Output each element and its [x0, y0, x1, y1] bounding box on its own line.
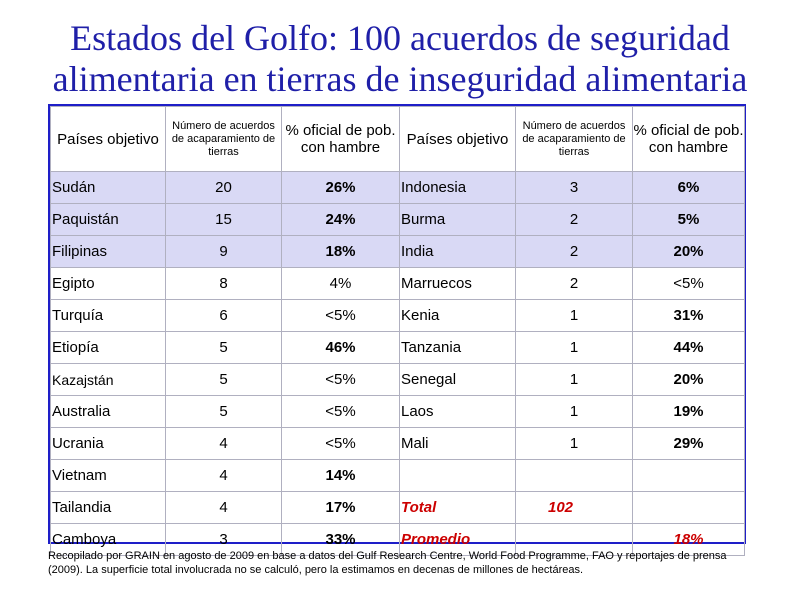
count-cell: 8 — [166, 268, 282, 300]
pct-cell: 29% — [633, 428, 745, 460]
pct-cell: <5% — [282, 364, 400, 396]
country-cell: Kazajstán — [51, 364, 166, 396]
country-cell: Vietnam — [51, 460, 166, 492]
country-cell: Indonesia — [400, 172, 516, 204]
country-cell: India — [400, 236, 516, 268]
header-hunger-pct-right: % oficial de pob. con hambre — [633, 107, 745, 172]
count-cell: 15 — [166, 204, 282, 236]
pct-cell: 5% — [633, 204, 745, 236]
count-cell: 1 — [516, 300, 633, 332]
count-cell: 1 — [516, 396, 633, 428]
country-cell: Etiopía — [51, 332, 166, 364]
count-cell: 4 — [166, 492, 282, 524]
pct-cell: 33% — [282, 524, 400, 556]
pct-cell: 20% — [633, 364, 745, 396]
country-cell: Kenia — [400, 300, 516, 332]
pct-cell — [633, 492, 745, 524]
table-row — [51, 236, 745, 268]
title-line-2: alimentaria en tierras de inseguridad alimentaria — [52, 59, 748, 99]
header-agreements-right: Número de acuerdos de acaparamiento de tierras — [516, 107, 633, 172]
pct-cell: 14% — [282, 460, 400, 492]
source-footnote: Recopilado por GRAIN en agosto de 2009 en base a datos del Gulf Research Centre, World Food Programme, FAO y reportajes de prensa (2009). La superficie total involucrada no se calculó, pero la estimamos en decenas de millones de hectáreas. — [48, 550, 727, 576]
count-cell: 2 — [516, 268, 633, 300]
country-cell: Camboya — [51, 524, 166, 556]
table-row — [51, 332, 745, 364]
count-cell: 5 — [166, 396, 282, 428]
table-row — [51, 204, 745, 236]
country-cell: Laos — [400, 396, 516, 428]
title-line-1: Estados del Golfo: 100 acuerdos de seguridad — [70, 18, 730, 58]
pct-cell — [633, 460, 745, 492]
count-cell: 2 — [516, 204, 633, 236]
average-value: 18% — [633, 524, 745, 556]
table-row — [51, 172, 745, 204]
pct-cell: <5% — [282, 428, 400, 460]
count-cell: 4 — [166, 428, 282, 460]
count-cell: 1 — [516, 364, 633, 396]
count-cell: 9 — [166, 236, 282, 268]
table-row — [51, 428, 745, 460]
slide-title — [0, 18, 800, 100]
pct-cell: 17% — [282, 492, 400, 524]
header-hunger-pct-left: % oficial de pob. con hambre — [282, 107, 400, 172]
header-countries-right: Países objetivo — [400, 107, 516, 172]
table-row — [51, 268, 745, 300]
table-row — [51, 300, 745, 332]
pct-cell: <5% — [633, 268, 745, 300]
country-cell: Tanzania — [400, 332, 516, 364]
country-cell: Egipto — [51, 268, 166, 300]
count-cell: 5 — [166, 364, 282, 396]
table-row — [51, 460, 745, 492]
pct-cell: 19% — [633, 396, 745, 428]
pct-cell: 46% — [282, 332, 400, 364]
header-countries-left: Países objetivo — [51, 107, 166, 172]
table-row — [51, 364, 745, 396]
pct-cell: <5% — [282, 396, 400, 428]
table-row — [51, 396, 745, 428]
pct-cell: 31% — [633, 300, 745, 332]
country-cell: Tailandia — [51, 492, 166, 524]
count-cell: 1 — [516, 428, 633, 460]
count-cell: 4 — [166, 460, 282, 492]
count-cell: 3 — [516, 172, 633, 204]
country-cell: Filipinas — [51, 236, 166, 268]
pct-cell: <5% — [282, 300, 400, 332]
country-cell: Turquía — [51, 300, 166, 332]
country-cell — [400, 460, 516, 492]
table-row — [51, 492, 745, 524]
header-agreements-left: Número de acuerdos de acaparamiento de tierras — [166, 107, 282, 172]
pct-cell: 4% — [282, 268, 400, 300]
count-cell: 1 — [516, 332, 633, 364]
country-cell: Paquistán — [51, 204, 166, 236]
total-label: Total — [400, 492, 516, 524]
country-cell: Senegal — [400, 364, 516, 396]
table-header-row — [51, 107, 745, 172]
count-cell: 3 — [166, 524, 282, 556]
country-cell: Mali — [400, 428, 516, 460]
country-cell: Australia — [51, 396, 166, 428]
count-cell: 5 — [166, 332, 282, 364]
total-value: 102 — [516, 492, 633, 524]
country-cell: Sudán — [51, 172, 166, 204]
data-table — [48, 104, 746, 548]
pct-cell: 24% — [282, 204, 400, 236]
count-cell: 6 — [166, 300, 282, 332]
country-cell: Ucrania — [51, 428, 166, 460]
pct-cell: 26% — [282, 172, 400, 204]
pct-cell: 20% — [633, 236, 745, 268]
country-cell: Marruecos — [400, 268, 516, 300]
pct-cell: 6% — [633, 172, 745, 204]
pct-cell: 44% — [633, 332, 745, 364]
pct-cell: 18% — [282, 236, 400, 268]
country-cell: Burma — [400, 204, 516, 236]
count-cell: 2 — [516, 236, 633, 268]
average-label: Promedio — [400, 524, 516, 556]
count-cell — [516, 460, 633, 492]
count-cell: 20 — [166, 172, 282, 204]
